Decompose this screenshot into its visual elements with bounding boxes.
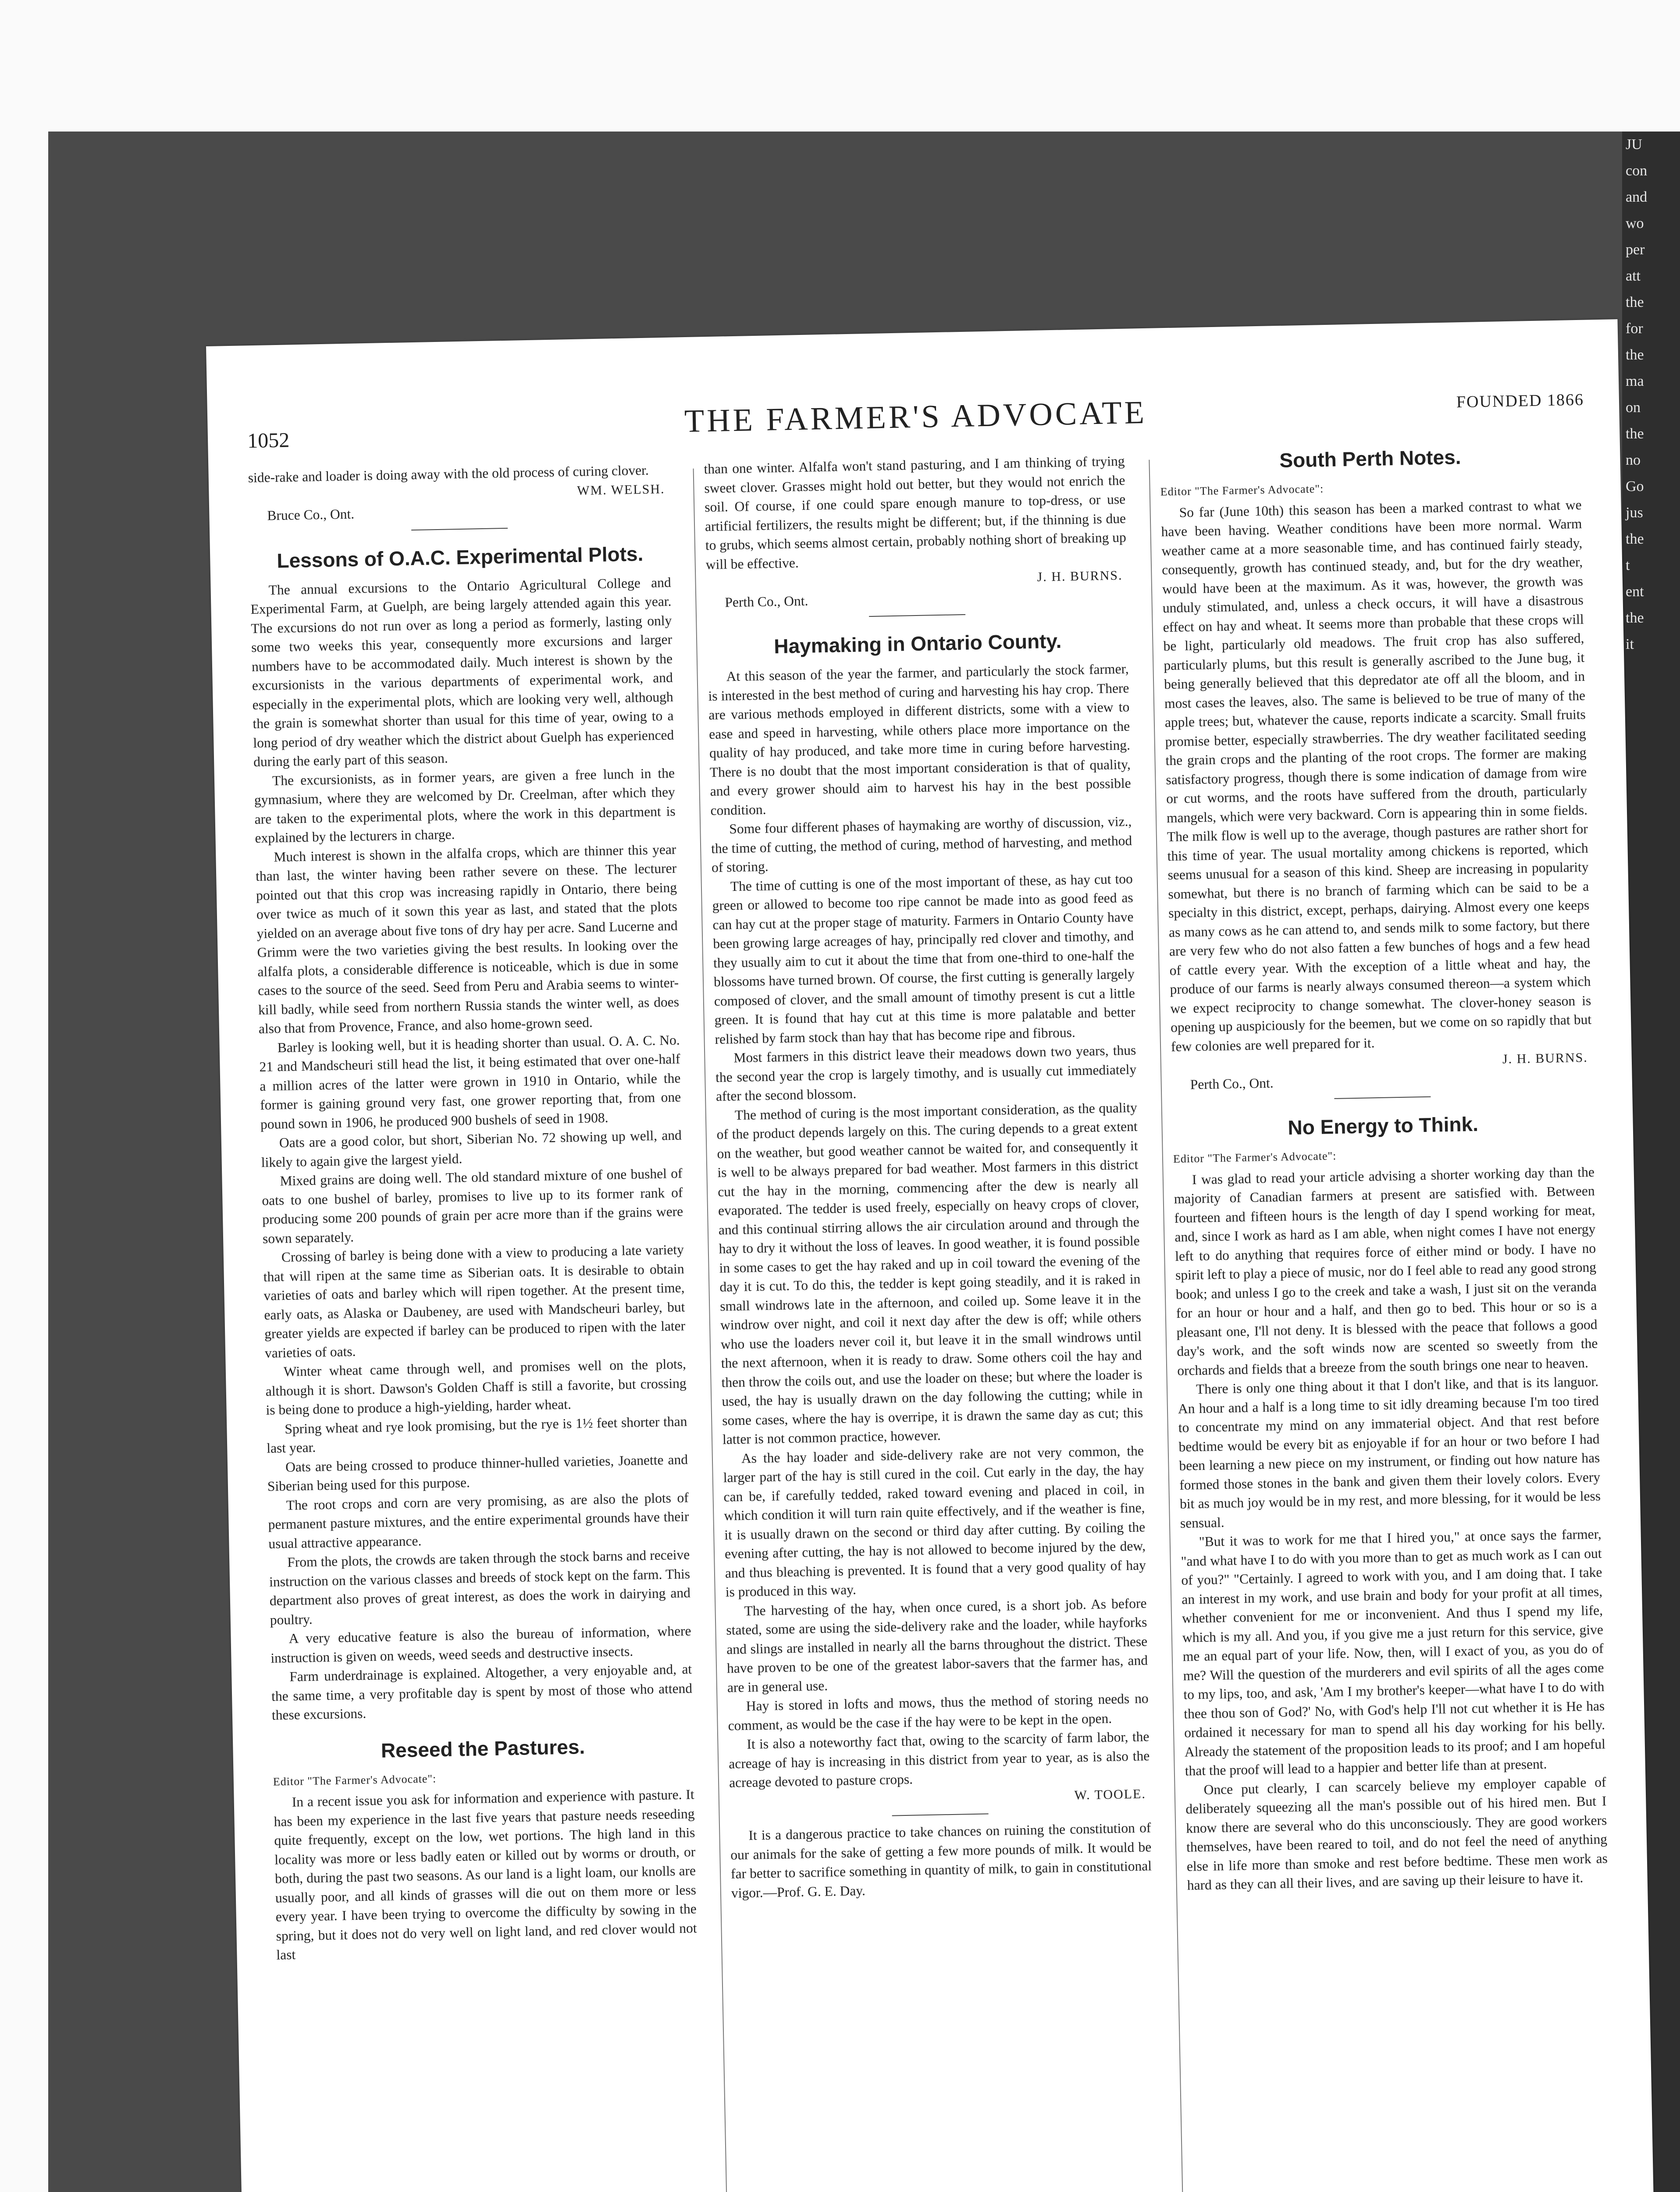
body-paragraph: Spring wheat and rye look promising, but the rye is 1½ feet shorter than last year. [266, 1413, 687, 1456]
edge-text-line: for [1626, 320, 1643, 337]
edge-text-line: Go [1626, 478, 1644, 495]
section-rule [869, 614, 965, 617]
article-title: Haymaking in Ontario County. [773, 629, 1062, 658]
edge-text-line: jus [1626, 505, 1643, 521]
body-paragraph: Much interest is shown in the alfalfa crops, which are thinner this year than last, the winter having been rather severe on these. The lecturer pointed out that this crop was increasing rapidly in Ontario, there being over twice as much of it sown this year as last, and stated that the plots yielded on an average about five tons of dry hay per acre. Sand Lucerne and Grimm were the two varieties giving the best results. In looking over the alfalfa plots, a considerable difference is noticeable, which is due in some cases to the source of the seed. Seed from Peru and Arabia seems to winter-kill badly, while seed from northern Russia stands the winter well, as does also that from Provence, France, and also home-grown seed. [255, 841, 680, 1036]
column-1 [248, 460, 697, 1964]
body-paragraph: Once put clearly, I can scarcely believe my employer capable of deliberately squeezing all the man's possible out of his hired men. But I know there are several who do this unconsciously. They are good workers themselves, have been reared to toil, and do not feel the need of anything else in life more than smoke and rest before bedtime. These men work as hard as they can all their lives, and are saving up their leisure to have it. [1185, 1774, 1608, 1893]
editor-line: Editor "The Farmer's Advocate": [1173, 1149, 1337, 1165]
newspaper-page [206, 319, 1656, 2192]
masthead: THE FARMER'S ADVOCATE [684, 394, 1147, 440]
signature: J. H. BURNS. [1502, 1050, 1588, 1067]
body-paragraph: A very educative feature is also the bureau of information, where instruction is given on weeds, weed seeds and destructive insects. [271, 1623, 691, 1666]
body-paragraph: Most farmers in this district leave their meadows down two years, thus the second year the crop is largely timothy, and is usually cut immediately after the second blossom. [715, 1042, 1137, 1104]
article-title: Reseed the Pastures. [381, 1735, 585, 1762]
signature: J. H. BURNS. [1037, 568, 1123, 584]
place-line: Bruce Co., Ont. [267, 506, 355, 523]
body-paragraph: Oats are being crossed to produce thinner-hulled varieties, Joanette and Siberian being used for this purpose. [267, 1451, 688, 1494]
edge-text-line: the [1626, 426, 1644, 442]
body-paragraph: Farm underdrainage is explained. Altogether, a very enjoyable and, at the same time, a very profitable day is spent by most of those who attend these excursions. [271, 1661, 693, 1723]
edge-text-line: it [1626, 636, 1634, 652]
edge-text-line: ent [1626, 584, 1644, 600]
edge-text-line: no [1626, 452, 1641, 468]
body-paragraph: In a recent issue you ask for information and experience with pasture. It has been my experience in the last five years that pasture needs reseeding quite frequently, except on the low, wet portions. The high land in this locality was more or less badly eaten or killed out by worms or drouth, or both, during the past two seasons. As our land is a light loam, our knolls are usually poor, and all kinds of grasses will die out on them more or less every year. I have been trying to overcome the difficulty by sowing in the spring, but it does not do very well on light land, and red clover would not last [274, 1786, 697, 1963]
edge-text-line: ma [1626, 373, 1644, 389]
section-rule [1334, 1096, 1431, 1099]
article-title: South Perth Notes. [1279, 445, 1461, 472]
edge-text-line: JU [1626, 136, 1642, 153]
body-paragraph: The time of cutting is one of the most important of these, as hay cut too green or allowed to become too ripe cannot be made into as good feed as can hay cut at the proper stage of maturity. Farmers in Ontario County have been growing large acreages of hay, principally red clover and timothy, and they usually aim to cut it about the time that from one-third to one-half the blossoms have turned brown. Of course, the first cutting is generally largely composed of clover, and the small amount of timothy present is cut a little green. It is found that hay cut at this time is more palatable and better relished by farm stock than hay that has become ripe and fibrous. [712, 871, 1135, 1047]
body-paragraph: Mixed grains are doing well. The old standard mixture of one bushel of oats to one bushel of barley, promises to live up to its former rank of producing some 200 pounds of grain per acre more than if the grains were sown separately. [262, 1165, 683, 1246]
body-paragraph: I was glad to read your article advising a shorter working day than the majority of Canadian farmers at present are satisfied with. Between fourteen and fifteen hours is the length of day I spend working for meat, and, since I work as hard as I am able, when night comes I have not energy left to do anything that requires force of either mind or body. I have no spirit left to play a piece of music, nor do I feel able to read any good strong book; and unless I go to the creek and take a wash, I just sit on the veranda for an hour or hour and a half, and then go to bed. This hour or so is a pleasant one, I'll not deny. It is blessed with the peace that follows a good day's work, and the soft winds now are scented so sweetly from the orchards and fields that a breeze from the south brings one near to heaven. [1174, 1164, 1598, 1378]
body-paragraph: The excursionists, as in former years, are given a free lunch in the gymnasium, where they are welcomed by Dr. Creelman, after which they are taken to the experimental plots, where the work in this department is explained by the lecturers in charge. [254, 765, 676, 846]
body-paragraph: From the plots, the crowds are taken through the stock barns and receive instruction on the various classes and breeds of stock kept on the farm. This department also proves of great interest, as does the work in dairying and poultry. [269, 1547, 691, 1628]
quote-paragraph: It is a dangerous practice to take chances on ruining the constitution of our animals for the sake of getting a few more pounds of milk. It would be far better to sacrifice something in quantity of milk, to gain in constitutional vigor.—Prof. G. E. Day. [730, 1820, 1152, 1901]
edge-text-line: the [1626, 531, 1644, 547]
body-paragraph: "But it was to work for me that I hired you," at once says the farmer, "and what have I to do with you more than to get as much work as I can out of you?" "Certainly. I agreed to work with you, and I am doing that. I take an interest in my work, and use brain and body for your profit at all times, whether convenient for me or inconvenient. And thus I spend my life, which is my all. And you, if you give me a just return for this service, give me an equal part of your life. Now, then, will I exact of you, as you do of me? Will the question of the murderers and evil spirits of all the ages come to my lips, too, and ask, 'Am I my brother's keeper—what have I to do with thee thou son of God?' No, with God's help I'll not cut whether it is He has ordained it necessary for man to spend all his day working for his belly. Already the statement of the proposition leads to its proof; and I am hopeful that the proof will lead to a happier and better life than at present. [1181, 1526, 1606, 1779]
body-paragraph: The root crops and corn are very promising, as are also the plots of permanent pasture mixtures, and the entire experimental grounds have their usual attractive appearance. [268, 1489, 689, 1551]
body-paragraph: The method of curing is the most important consideration, as the quality of the product depends largely on this. The curing depends to a great extent on the weather, but good weather cannot be waited for, and consequently it is well to be always prepared for bad weather. Most farmers in this district cut the hay in the morning, commencing after the dew is nearly all evaporated. The tedder is used freely, especially on heavy crops of clover, and this continual stirring allows the air circulation around and through the hay to dry it without the loss of leaves. In good weather, it is found possible in some cases to get the hay raked and up in coil toward the evening of the day it is cut. To do this, the tedder is kept going steadily, and it is raked in small windrows late in the afternoon, and coiled up. Some leave it in the windrow over night, and coil it next day after the dew is off; while others who use the loaders never coil it, but leave it in the small windrows until the next afternoon, when it is ready to draw. Some others coil the hay and then throw the coils out, and use the loader on these; but where the loader is used, the hay is usually drawn on the day following the cutting; while in some cases, where the hay is overripe, it is drawn the same day as cut; this latter is not common practice, however. [716, 1100, 1143, 1447]
body-paragraph: Hay is stored in lofts and mows, thus the method of storing needs no comment, as would be the case if the hay were to be kept in the open. [728, 1690, 1149, 1733]
body-paragraph: As the hay loader and side-delivery rake are not very common, the larger part of the hay is still cured in the coil. Cut early in the day, the hay can be, if carefully tedded, raked toward evening and placed in coil, in which condition it will turn rain quite effectively, and if the weather is fine, it is usually drawn on the second or third day after cutting. By coiling the evening after cutting, the hay is not allowed to become injured by the dew, and thus bleaching is prevented. It is found that a very good quality of hay is produced in this way. [723, 1442, 1146, 1600]
body-paragraph: So far (June 10th) this season has been a marked contrast to what we have been having. Weather conditions have been more normal. Warm weather came at a more seasonable time, and has continued fairly steady, consequently, growth has continued steady, and, but for the dry weather, would have been at the maximum. As it was, however, the growth was unduly stimulated, and, unless a check occurs, it will have a disastrous effect on hay and wheat. It seems more than probable that these crops will be light, particularly old meadows. The fruit crop has also suffered, particularly plums, but this result is generally ascribed to the June bug, it being generally believed that this depredator ate off all the bloom, and in most cases the leaves, also. The same is believed to be true of many of the apple trees; but, whatever the cause, reports indicate a scarcity. Small fruits promise better, especially strawberries. The dry weather facilitated seeding the grain crops and the planting of the root crops. The former are making satisfactory progress, though there is some indication of damage from wire or cut worms, and the roots have suffered from the drouth, particularly mangels, which were very backward. Corn is appearing thin in some fields. The milk flow is well up to the average, though pastures are rather short for this time of year. The usual mortality among chickens is reported, which seems unusual for a season of this kind. Sheep are increasing in popularity somewhat, but there is no branch of farming which can be said to be a specialty in this district, except, perhaps, dairying. Almost every one keeps as many cows as he can attend to, and sends milk to some factory, but there are very few who do not also fatten a few bunches of hogs and a few head of cattle every year. With the exception of a little wheat and hay, the produce of our farms is nearly always consumed thereon—a system which we expect reciprocity to change somewhat. The clover-honey season is opening up auspiciously for the beemen, but we come on so rapidly that but few colonies are well prepared for it. [1161, 497, 1592, 1054]
body-paragraph: At this season of the year the farmer, and particularly the stock farmer, is interested in the best method of curing and harvesting his hay crop. There are various methods employed in different districts, some with a view to ease and speed in harvesting, while others place more importance on the quality of hay produced, and take more time in curing before harvesting. There is no doubt that the most important consideration is that of quality, and every grower should aim to harvest his hay in the best possible condition. [708, 661, 1131, 818]
body-paragraph: The annual excursions to the Ontario Agricultural College and Experimental Farm, at Guelph, are being largely attended again this year. The excursions do not run over as long a period as formerly, lasting only some two weeks this year, consequently more excursions and larger numbers have to be accommodated daily. Much interest is shown by the excursionists in the various departments of experimental work, and especially in the experimental plots, which are looking very well, although the grain is somewhat shorter than usual for this time of year, owing to a long period of dry weather which the district about Guelph has experienced during the early part of this season. [250, 574, 674, 770]
signature: W. TOOLE. [1074, 1786, 1146, 1803]
signature: WM. WELSH. [577, 481, 665, 498]
article-title: Lessons of O.A.C. Experimental Plots. [276, 542, 644, 572]
edge-text-line: the [1626, 610, 1644, 626]
edge-text-line: and [1626, 189, 1648, 205]
place-line: Perth Co., Ont. [1190, 1075, 1274, 1092]
edge-text-line: the [1626, 294, 1644, 310]
body-paragraph: side-rake and loader is doing away with the old process of curing clover. [248, 462, 649, 486]
page-number: 1052 [247, 428, 290, 453]
edge-text-line: t [1626, 557, 1630, 573]
edge-text-line: wo [1626, 215, 1644, 231]
edge-text-line: per [1626, 242, 1645, 258]
body-paragraph: It is also a noteworthy fact that, owing to the scarcity of farm labor, the acreage of hay is increasing in this district from year to year, as is also the acreage devoted to pasture crops. [728, 1729, 1150, 1790]
edge-text-line: the [1626, 347, 1644, 363]
edge-text-line: con [1626, 163, 1648, 179]
editor-line: Editor "The Farmer's Advocate": [1160, 482, 1324, 498]
edge-text-line: on [1626, 399, 1641, 416]
body-paragraph: Winter wheat came through well, and promises well on the plots, although it is short. Dawson's Golden Chaff is still a favorite, but crossing is being done to produce a high-yielding, harder wheat. [265, 1356, 687, 1418]
section-rule [411, 527, 508, 530]
article-title: No Energy to Think. [1287, 1112, 1479, 1139]
column-3 [1160, 443, 1608, 1895]
body-paragraph: The harvesting of the hay, when once cured, is a short job. As before stated, some are using the side-delivery rake and the loader, while hayforks and slings are installed in nearly all the barns throughout the district. These have proven to be one of the greatest labor-savers that the farmer has, and are in general use. [726, 1595, 1148, 1695]
body-paragraph: Oats are a good color, but short, Siberian No. 72 showing up well, and likely to again give the largest yield. [261, 1127, 682, 1170]
place-line: Perth Co., Ont. [725, 593, 808, 610]
editor-line: Editor "The Farmer's Advocate": [273, 1772, 437, 1788]
body-paragraph: than one winter. Alfalfa won't stand pasturing, and I am thinking of trying sweet clover. Grasses might hold out better, but they would not enrich the soil. Of course, if one could spare enough manure to top-dress, or use artificial fertilizers, the results might be different; but, if the thinning is due to grubs, which seems almost certain, probably nothing short of breaking up will be effective. [704, 453, 1127, 572]
body-paragraph: Crossing of barley is being done with a view to producing a late variety that will ripen at the same time as Siberian oats. It is desirable to obtain varieties of oats and barley which will ripen together. At the present time, early oats, as Alaska or Daubeney, are used with Mandscheuri barley, but greater yields are expected if barley can be produced to ripen with the later varieties of oats. [263, 1242, 686, 1361]
founded-line: FOUNDED 1866 [1456, 390, 1584, 412]
body-paragraph: Some four different phases of haymaking are worthy of discussion, viz., the time of cutting, the method of curing, method of harvesting, and method of storing. [711, 813, 1132, 875]
body-paragraph: Barley is looking well, but it is heading shorter than usual. O. A. C. No. 21 and Mandscheuri still head the list, it being estimated that over one-half a million acres of the latter were grown in 1910 in Ontario, while the former is gaining ground very fast, one grower reporting that, from one pound sown in 1906, he produced 900 bushels of seed in 1908. [259, 1032, 681, 1132]
edge-text-line: att [1626, 268, 1641, 284]
body-paragraph: There is only one thing about it that I don't like, and that is its languor. An hour and a half is a long time to sit idly dreaming because I'm too tired to concentrate my mind on any immaterial object. And that rest before bedtime would be every bit as enjoyable if for an hour or two before I had been learning a new piece on my instrument, or finding out how nature has formed those stones in the bank and given them their lovely colors. Every bit as much joy would be in my rest, and more blessing, for it would be less sensual. [1178, 1374, 1601, 1531]
column-2 [704, 452, 1152, 1903]
section-rule [892, 1813, 989, 1816]
